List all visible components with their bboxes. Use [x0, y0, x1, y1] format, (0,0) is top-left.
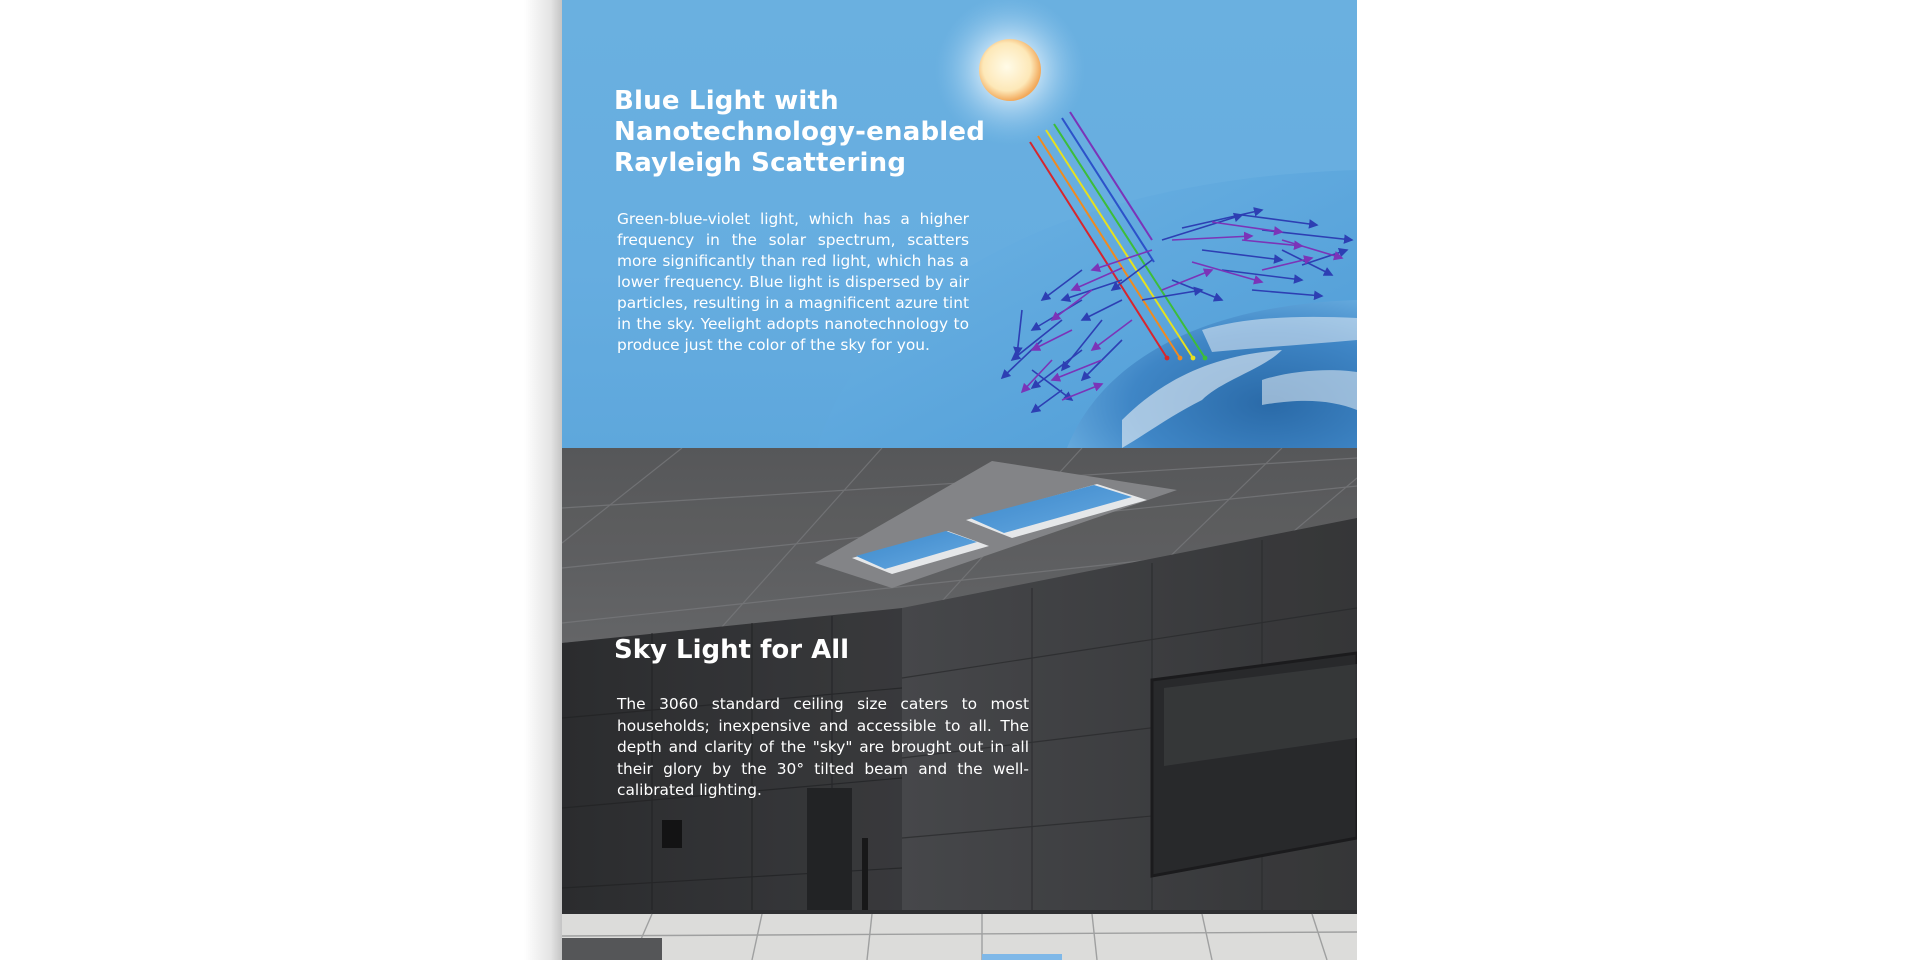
- rayleigh-scattering-section: [562, 0, 1357, 448]
- ceiling-illustration: [562, 910, 1357, 960]
- bathroom-illustration: [562, 448, 1357, 910]
- page-shadow: [524, 0, 562, 960]
- product-page: [562, 0, 1357, 960]
- sky-light-for-all-section: [562, 448, 1357, 910]
- section-description: The 3060 standard ceiling size caters to most households; inexpensive and accessible to all. The depth and clarity of the "sky" are brought out in all their glory by the 30° tilted beam and the well-calibrated lighting.: [617, 695, 1029, 799]
- section-title: Sky Light for All: [614, 635, 850, 665]
- section-description: Green-blue-violet light, which has a higher frequency in the solar spectrum, scatters more significantly than red light, which has a lower frequency. Blue light is dispersed by air particles, resulting in a magnificent azure tint in the sky. Yeelight adopts nanotechnology to produce just the color of the sky for you.: [617, 210, 969, 354]
- next-section-cropped: [562, 910, 1357, 960]
- section-title: Blue Light with Nanotechnology-enabled Rayleigh Scattering: [614, 86, 986, 178]
